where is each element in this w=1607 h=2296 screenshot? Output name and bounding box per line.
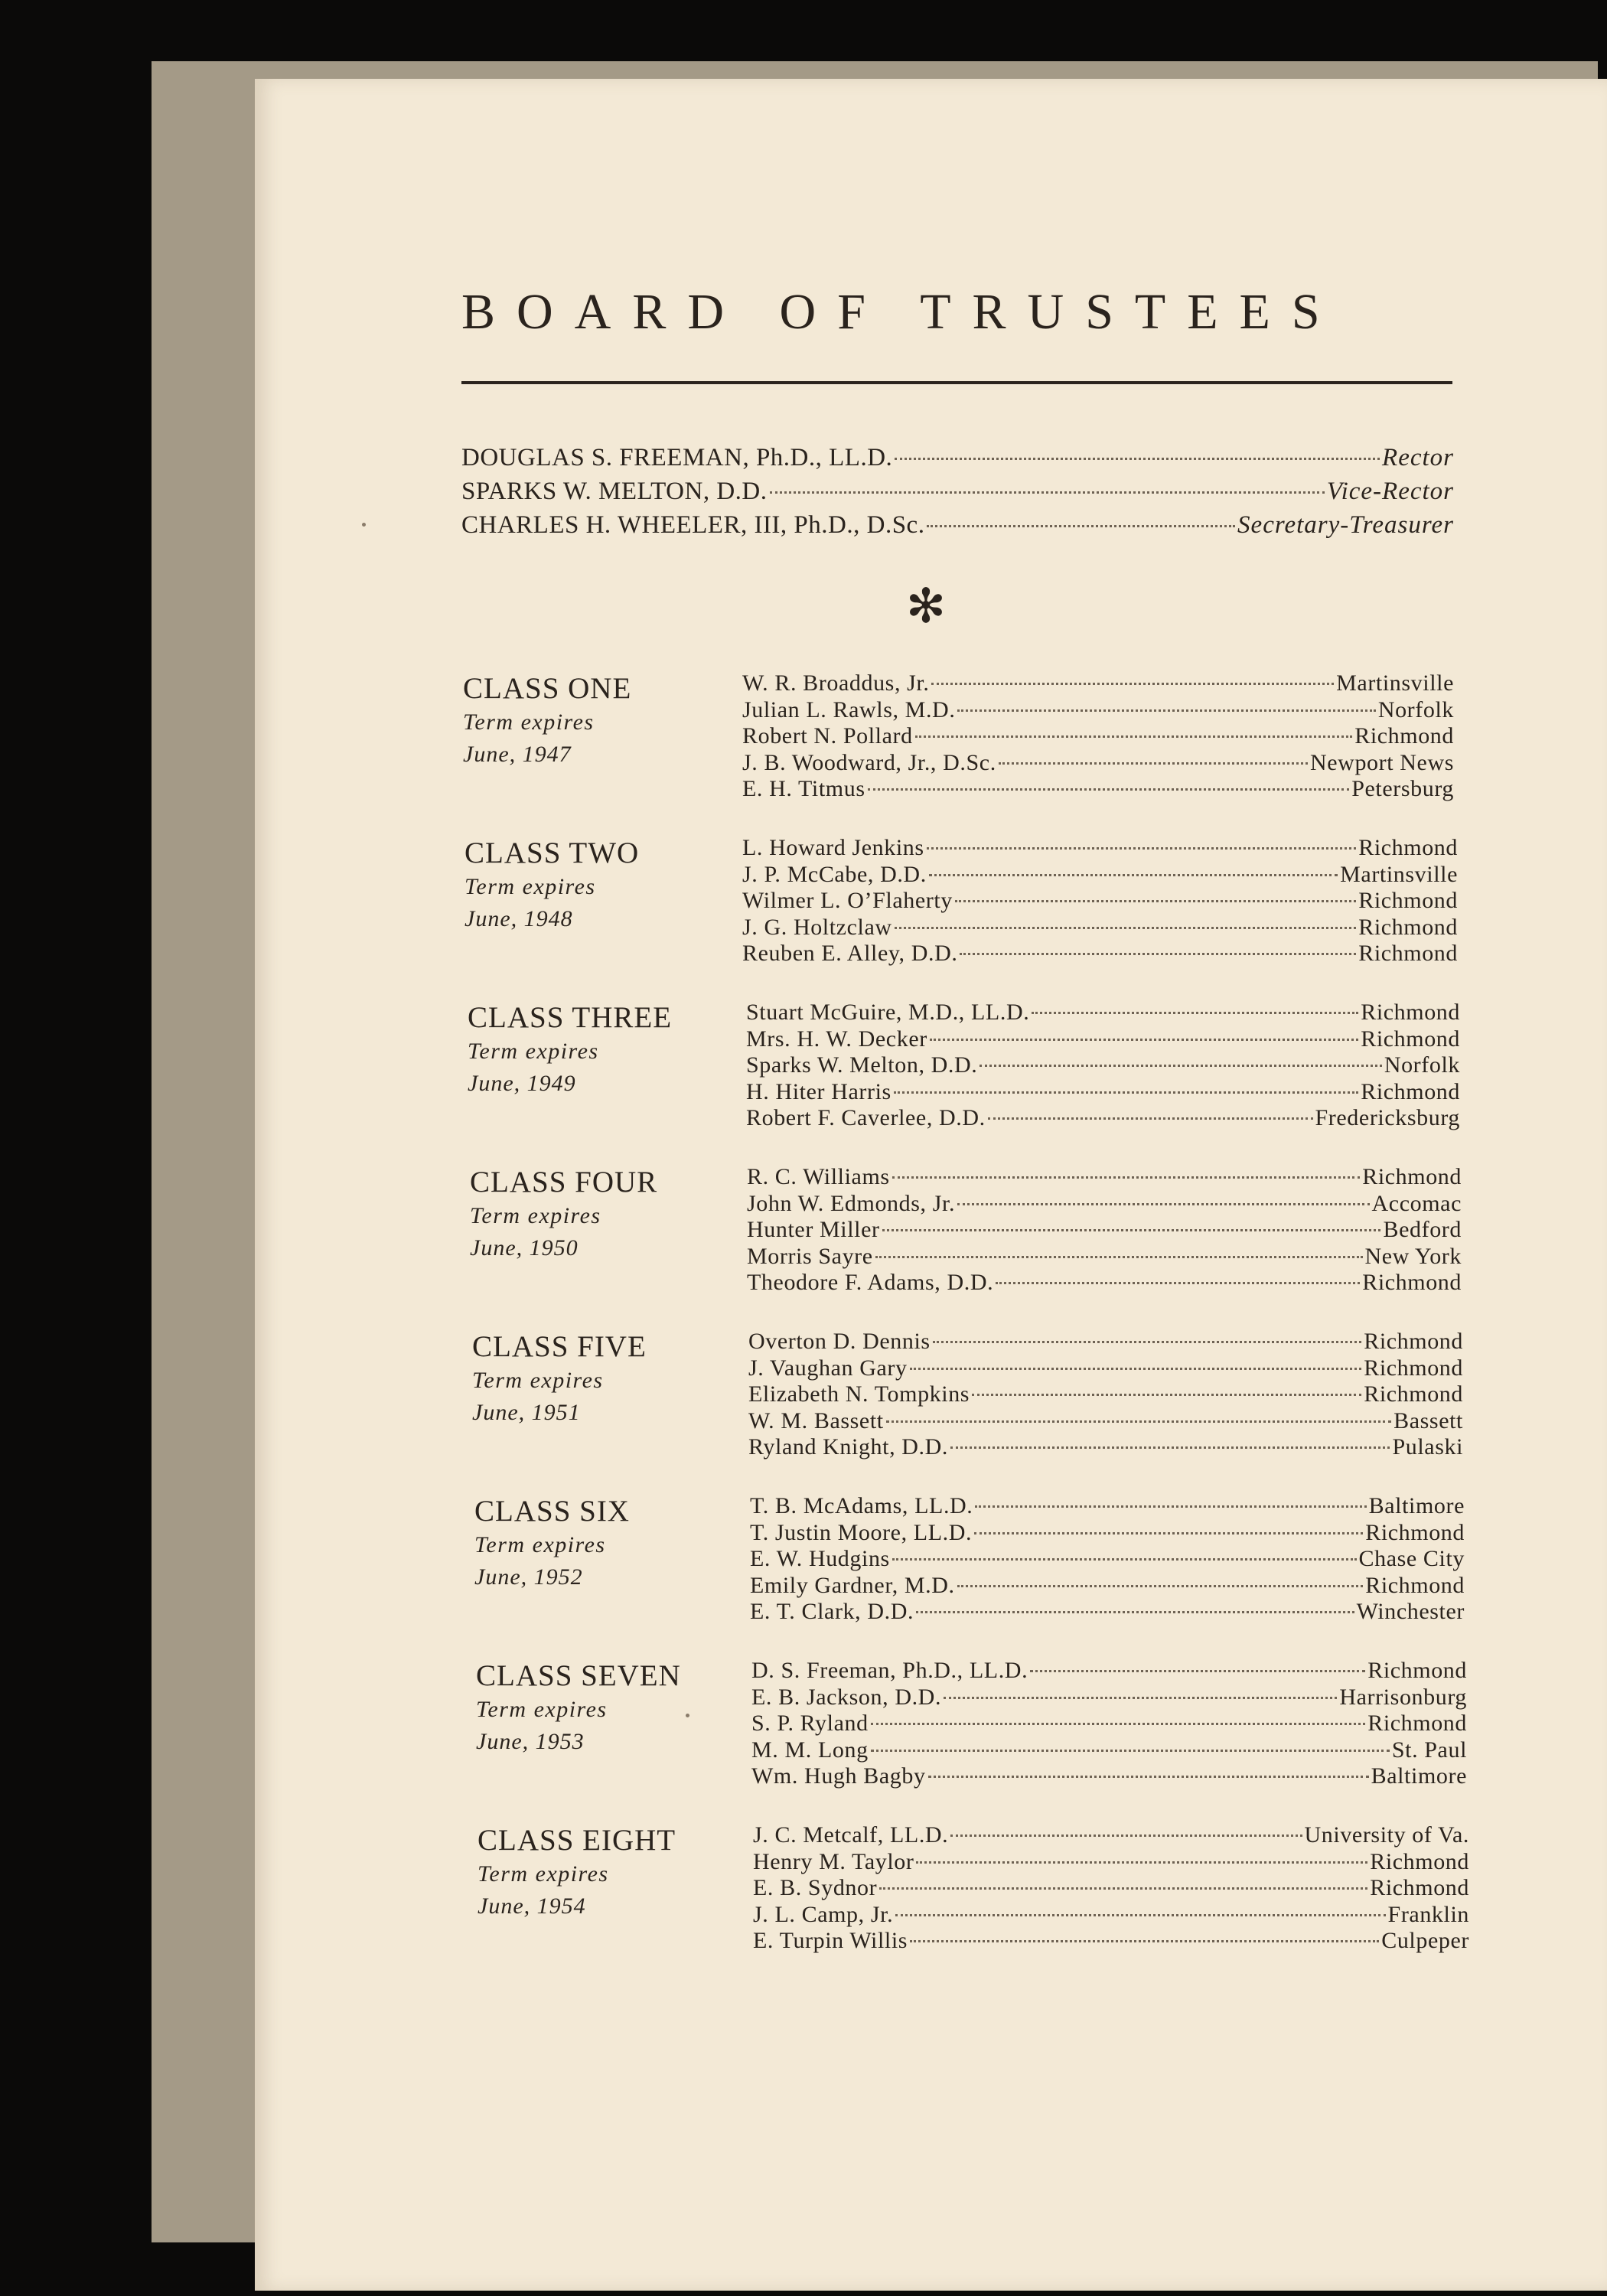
term-expiry-date: June, 1952 bbox=[474, 1564, 583, 1590]
member-location: Norfolk bbox=[1384, 1052, 1460, 1078]
member-row bbox=[748, 1357, 1463, 1384]
member-name: Ryland Knight, D.D. bbox=[748, 1434, 949, 1459]
member-name: Henry M. Taylor bbox=[753, 1848, 914, 1874]
member-location: St. Paul bbox=[1391, 1737, 1467, 1763]
dot-leader bbox=[886, 1420, 1391, 1423]
class-name: CLASS SEVEN bbox=[476, 1659, 681, 1692]
member-row bbox=[747, 1192, 1462, 1219]
dot-leader bbox=[980, 1065, 1381, 1067]
dot-leader bbox=[910, 1368, 1362, 1370]
term-expiry-date: June, 1951 bbox=[472, 1400, 581, 1425]
member-name: Overton D. Dennis bbox=[748, 1329, 931, 1354]
term-expiry-date: June, 1949 bbox=[468, 1071, 576, 1096]
dot-leader bbox=[916, 1861, 1367, 1864]
class-name: CLASS ONE bbox=[463, 672, 632, 705]
dot-leader bbox=[957, 1203, 1369, 1205]
member-location: Fredericksburg bbox=[1315, 1105, 1460, 1130]
member-row bbox=[742, 725, 1454, 752]
dot-leader bbox=[875, 1256, 1363, 1258]
member-location: Richmond bbox=[1361, 1026, 1460, 1052]
member-row bbox=[742, 837, 1458, 863]
member-location: Richmond bbox=[1364, 1355, 1463, 1381]
member-name: E. W. Hudgins bbox=[750, 1546, 890, 1571]
member-row bbox=[753, 1929, 1469, 1956]
member-name: D. S. Freeman, Ph.D., LL.D. bbox=[751, 1658, 1028, 1683]
member-name: Wm. Hugh Bagby bbox=[751, 1763, 926, 1789]
member-location: Chase City bbox=[1358, 1546, 1465, 1571]
dot-leader bbox=[975, 1505, 1366, 1508]
class-members-list bbox=[751, 1659, 1467, 1792]
member-location: Culpeper bbox=[1381, 1928, 1469, 1953]
member-name: Stuart McGuire, M.D., LL.D. bbox=[746, 1000, 1030, 1025]
class-name: CLASS FIVE bbox=[472, 1330, 647, 1363]
dot-leader bbox=[892, 1558, 1357, 1561]
member-location: University of Va. bbox=[1304, 1822, 1469, 1848]
member-row bbox=[742, 942, 1458, 969]
member-name: J. C. Metcalf, LL.D. bbox=[753, 1822, 949, 1848]
member-row bbox=[748, 1383, 1463, 1410]
member-location: Franklin bbox=[1387, 1901, 1469, 1927]
class-members-list bbox=[748, 1330, 1463, 1463]
member-name: H. Hiter Harris bbox=[746, 1078, 892, 1104]
member-name: Reuben E. Alley, D.D. bbox=[742, 941, 958, 966]
member-row bbox=[751, 1712, 1467, 1739]
member-location: Winchester bbox=[1356, 1599, 1465, 1624]
member-name: M. M. Long bbox=[751, 1737, 869, 1763]
member-row bbox=[742, 889, 1458, 916]
officer-name: DOUGLAS S. FREEMAN, Ph.D., LL.D. bbox=[461, 444, 893, 471]
member-row bbox=[753, 1824, 1469, 1851]
member-location: Richmond bbox=[1361, 1000, 1460, 1025]
member-location: Richmond bbox=[1365, 1572, 1465, 1598]
class-name: CLASS FOUR bbox=[470, 1166, 658, 1199]
class-members-list bbox=[746, 1001, 1460, 1133]
member-row bbox=[753, 1848, 1469, 1877]
member-row bbox=[742, 672, 1454, 699]
dot-leader bbox=[931, 683, 1334, 685]
member-row bbox=[750, 1548, 1465, 1574]
dot-leader bbox=[770, 491, 1325, 494]
member-location: Pulaski bbox=[1392, 1434, 1463, 1459]
paper-speck bbox=[686, 1714, 689, 1717]
dot-leader bbox=[915, 735, 1353, 738]
term-label: Term expires bbox=[474, 1532, 606, 1557]
member-location: Richmond bbox=[1358, 888, 1458, 913]
member-name: J. B. Woodward, Jr., D.Sc. bbox=[742, 749, 996, 775]
member-location: Norfolk bbox=[1377, 696, 1454, 722]
term-expiry-date: June, 1953 bbox=[476, 1729, 585, 1754]
member-location: Bedford bbox=[1383, 1217, 1462, 1242]
dot-leader bbox=[895, 1914, 1385, 1916]
class-label-block bbox=[468, 1003, 672, 1095]
member-row bbox=[746, 1028, 1460, 1055]
member-name: Elizabeth N. Tompkins bbox=[748, 1381, 970, 1407]
class-label-block bbox=[464, 838, 639, 931]
term-expiry-date: June, 1954 bbox=[478, 1893, 586, 1919]
member-name: J. P. McCabe, D.D. bbox=[742, 861, 927, 887]
member-row bbox=[748, 1330, 1463, 1357]
dot-leader bbox=[996, 1282, 1360, 1284]
term-expiry-date: June, 1948 bbox=[464, 906, 573, 931]
member-location: Richmond bbox=[1370, 1848, 1469, 1874]
dot-leader bbox=[944, 1697, 1337, 1699]
term-label: Term expires bbox=[478, 1861, 609, 1887]
dot-leader bbox=[916, 1611, 1354, 1613]
class-label-block bbox=[478, 1825, 676, 1918]
class-label-block bbox=[463, 673, 631, 766]
member-row bbox=[750, 1495, 1465, 1521]
member-name: J. G. Holtzclaw bbox=[742, 914, 892, 940]
member-location: New York bbox=[1364, 1243, 1462, 1269]
member-row bbox=[742, 916, 1458, 943]
class-members-list bbox=[753, 1824, 1469, 1956]
class-label-block bbox=[472, 1332, 647, 1424]
class-name: CLASS THREE bbox=[468, 1001, 673, 1034]
term-label: Term expires bbox=[472, 1368, 604, 1393]
member-row bbox=[747, 1218, 1462, 1245]
dot-leader bbox=[910, 1940, 1379, 1942]
member-name: E. T. Clark, D.D. bbox=[750, 1599, 914, 1624]
member-name: E. Turpin Willis bbox=[753, 1928, 908, 1953]
officers-list bbox=[461, 445, 1454, 546]
member-location: Petersburg bbox=[1351, 776, 1454, 801]
dot-leader bbox=[871, 1750, 1390, 1752]
term-expiry-date: June, 1947 bbox=[463, 742, 572, 767]
asterisk-ornament-icon: ✻ bbox=[906, 581, 946, 633]
member-name: W. M. Bassett bbox=[748, 1407, 884, 1433]
dot-leader bbox=[895, 458, 1380, 460]
dot-leader bbox=[892, 1176, 1361, 1179]
dot-leader bbox=[950, 1835, 1302, 1837]
dot-leader bbox=[999, 762, 1308, 765]
term-label: Term expires bbox=[470, 1203, 601, 1228]
member-location: Accomac bbox=[1371, 1190, 1462, 1216]
officer-title: Secretary-Treasurer bbox=[1237, 511, 1454, 539]
member-name: S. P. Ryland bbox=[751, 1711, 869, 1736]
officer-row bbox=[461, 445, 1454, 479]
dot-leader bbox=[974, 1532, 1363, 1534]
dot-leader bbox=[871, 1723, 1366, 1725]
dot-leader bbox=[879, 1887, 1367, 1890]
member-location: Richmond bbox=[1362, 1164, 1462, 1189]
member-location: Richmond bbox=[1358, 835, 1458, 860]
class-name: CLASS TWO bbox=[464, 837, 640, 869]
member-location: Bassett bbox=[1393, 1407, 1463, 1433]
officer-title: Rector bbox=[1382, 444, 1454, 471]
member-row bbox=[747, 1245, 1462, 1272]
dot-leader bbox=[972, 1394, 1361, 1396]
term-label: Term expires bbox=[468, 1039, 599, 1064]
member-name: Robert F. Caverlee, D.D. bbox=[746, 1105, 986, 1130]
dot-leader bbox=[894, 1091, 1358, 1094]
dot-leader bbox=[950, 1446, 1390, 1449]
dot-leader bbox=[957, 1585, 1364, 1587]
member-name: E. B. Jackson, D.D. bbox=[751, 1684, 942, 1710]
member-row bbox=[746, 1054, 1460, 1081]
member-location: Baltimore bbox=[1371, 1763, 1467, 1789]
member-location: Richmond bbox=[1364, 1329, 1463, 1354]
officer-row bbox=[461, 513, 1454, 546]
member-location: Richmond bbox=[1367, 1711, 1467, 1736]
dot-leader bbox=[960, 953, 1356, 955]
member-row bbox=[742, 696, 1454, 726]
member-name: T. Justin Moore, LL.D. bbox=[750, 1519, 973, 1545]
member-location: Richmond bbox=[1361, 1078, 1460, 1104]
member-row bbox=[750, 1521, 1465, 1548]
member-row bbox=[747, 1166, 1462, 1192]
officer-title: Vice-Rector bbox=[1326, 478, 1454, 505]
member-location: Richmond bbox=[1370, 1875, 1469, 1900]
member-row bbox=[750, 1600, 1465, 1627]
class-label-block bbox=[476, 1661, 681, 1753]
paper-speck bbox=[362, 523, 366, 527]
member-name: L. Howard Jenkins bbox=[742, 835, 924, 860]
officer-row bbox=[461, 479, 1454, 513]
member-name: Mrs. H. W. Decker bbox=[746, 1026, 927, 1052]
member-location: Martinsville bbox=[1336, 670, 1454, 696]
member-row bbox=[750, 1574, 1465, 1601]
class-label-block bbox=[470, 1167, 657, 1260]
dot-leader bbox=[929, 874, 1338, 876]
dot-leader bbox=[930, 1039, 1358, 1041]
member-row bbox=[751, 1739, 1467, 1766]
member-name: John W. Edmonds, Jr. bbox=[747, 1190, 956, 1216]
class-members-list bbox=[750, 1495, 1465, 1627]
member-row bbox=[746, 1107, 1460, 1133]
member-row bbox=[742, 863, 1458, 890]
member-name: Emily Gardner, M.D. bbox=[750, 1572, 955, 1598]
member-location: Baltimore bbox=[1368, 1493, 1465, 1518]
member-name: R. C. Williams bbox=[747, 1164, 890, 1189]
dot-leader bbox=[1030, 1670, 1365, 1672]
member-name: Wilmer L. O’Flaherty bbox=[742, 888, 953, 913]
member-location: Richmond bbox=[1354, 723, 1454, 748]
member-name: E. B. Sydnor bbox=[753, 1875, 878, 1900]
member-name: Sparks W. Melton, D.D. bbox=[746, 1052, 978, 1078]
member-name: Robert N. Pollard bbox=[742, 723, 913, 748]
dot-leader bbox=[882, 1229, 1381, 1231]
member-name: E. H. Titmus bbox=[742, 776, 865, 801]
member-name: Hunter Miller bbox=[747, 1217, 880, 1242]
dot-leader bbox=[895, 927, 1357, 929]
member-location: Richmond bbox=[1358, 914, 1458, 940]
member-location: Martinsville bbox=[1340, 861, 1458, 887]
dot-leader bbox=[988, 1117, 1313, 1120]
dot-leader bbox=[868, 788, 1350, 791]
term-label: Term expires bbox=[463, 709, 595, 735]
dot-leader bbox=[933, 1341, 1362, 1343]
member-row bbox=[746, 1001, 1460, 1028]
member-row bbox=[742, 749, 1454, 778]
term-label: Term expires bbox=[476, 1697, 608, 1722]
member-row bbox=[751, 1686, 1467, 1713]
dot-leader bbox=[957, 709, 1375, 712]
member-location: Richmond bbox=[1364, 1381, 1463, 1407]
class-members-list bbox=[747, 1166, 1462, 1298]
member-name: J. L. Camp, Jr. bbox=[753, 1901, 894, 1927]
member-location: Newport News bbox=[1310, 749, 1454, 775]
member-name: W. R. Broaddus, Jr. bbox=[742, 670, 930, 696]
member-row bbox=[747, 1271, 1462, 1298]
member-location: Richmond bbox=[1367, 1658, 1467, 1683]
class-name: CLASS SIX bbox=[474, 1495, 630, 1528]
member-row bbox=[753, 1877, 1469, 1903]
page-title: BOARD OF TRUSTEES bbox=[461, 284, 1341, 340]
member-name: Theodore F. Adams, D.D. bbox=[747, 1270, 994, 1295]
member-name: T. B. McAdams, LL.D. bbox=[750, 1493, 973, 1518]
member-row bbox=[753, 1903, 1469, 1930]
member-location: Richmond bbox=[1365, 1519, 1465, 1545]
title-rule bbox=[461, 381, 1452, 384]
dot-leader bbox=[1032, 1012, 1358, 1014]
member-location: Richmond bbox=[1362, 1270, 1462, 1295]
member-row bbox=[748, 1407, 1463, 1437]
officer-name: CHARLES H. WHEELER, III, Ph.D., D.Sc. bbox=[461, 511, 925, 539]
officer-name: SPARKS W. MELTON, D.D. bbox=[461, 478, 768, 505]
term-expiry-date: June, 1950 bbox=[470, 1235, 579, 1261]
member-row bbox=[751, 1765, 1467, 1792]
member-row bbox=[748, 1436, 1463, 1463]
dot-leader bbox=[927, 525, 1235, 527]
member-location: Harrisonburg bbox=[1339, 1684, 1467, 1710]
member-row bbox=[746, 1078, 1460, 1107]
member-name: J. Vaughan Gary bbox=[748, 1355, 908, 1381]
class-members-list bbox=[742, 837, 1458, 969]
member-name: Morris Sayre bbox=[747, 1243, 873, 1269]
member-location: Richmond bbox=[1358, 941, 1458, 966]
class-members-list bbox=[742, 672, 1454, 804]
dot-leader bbox=[927, 847, 1357, 850]
dot-leader bbox=[955, 900, 1356, 902]
member-row bbox=[742, 778, 1454, 804]
class-name: CLASS EIGHT bbox=[478, 1824, 676, 1857]
member-name: Julian L. Rawls, M.D. bbox=[742, 696, 956, 722]
term-label: Term expires bbox=[464, 874, 596, 899]
member-row bbox=[751, 1659, 1467, 1686]
class-label-block bbox=[474, 1496, 630, 1589]
dot-leader bbox=[928, 1776, 1369, 1778]
